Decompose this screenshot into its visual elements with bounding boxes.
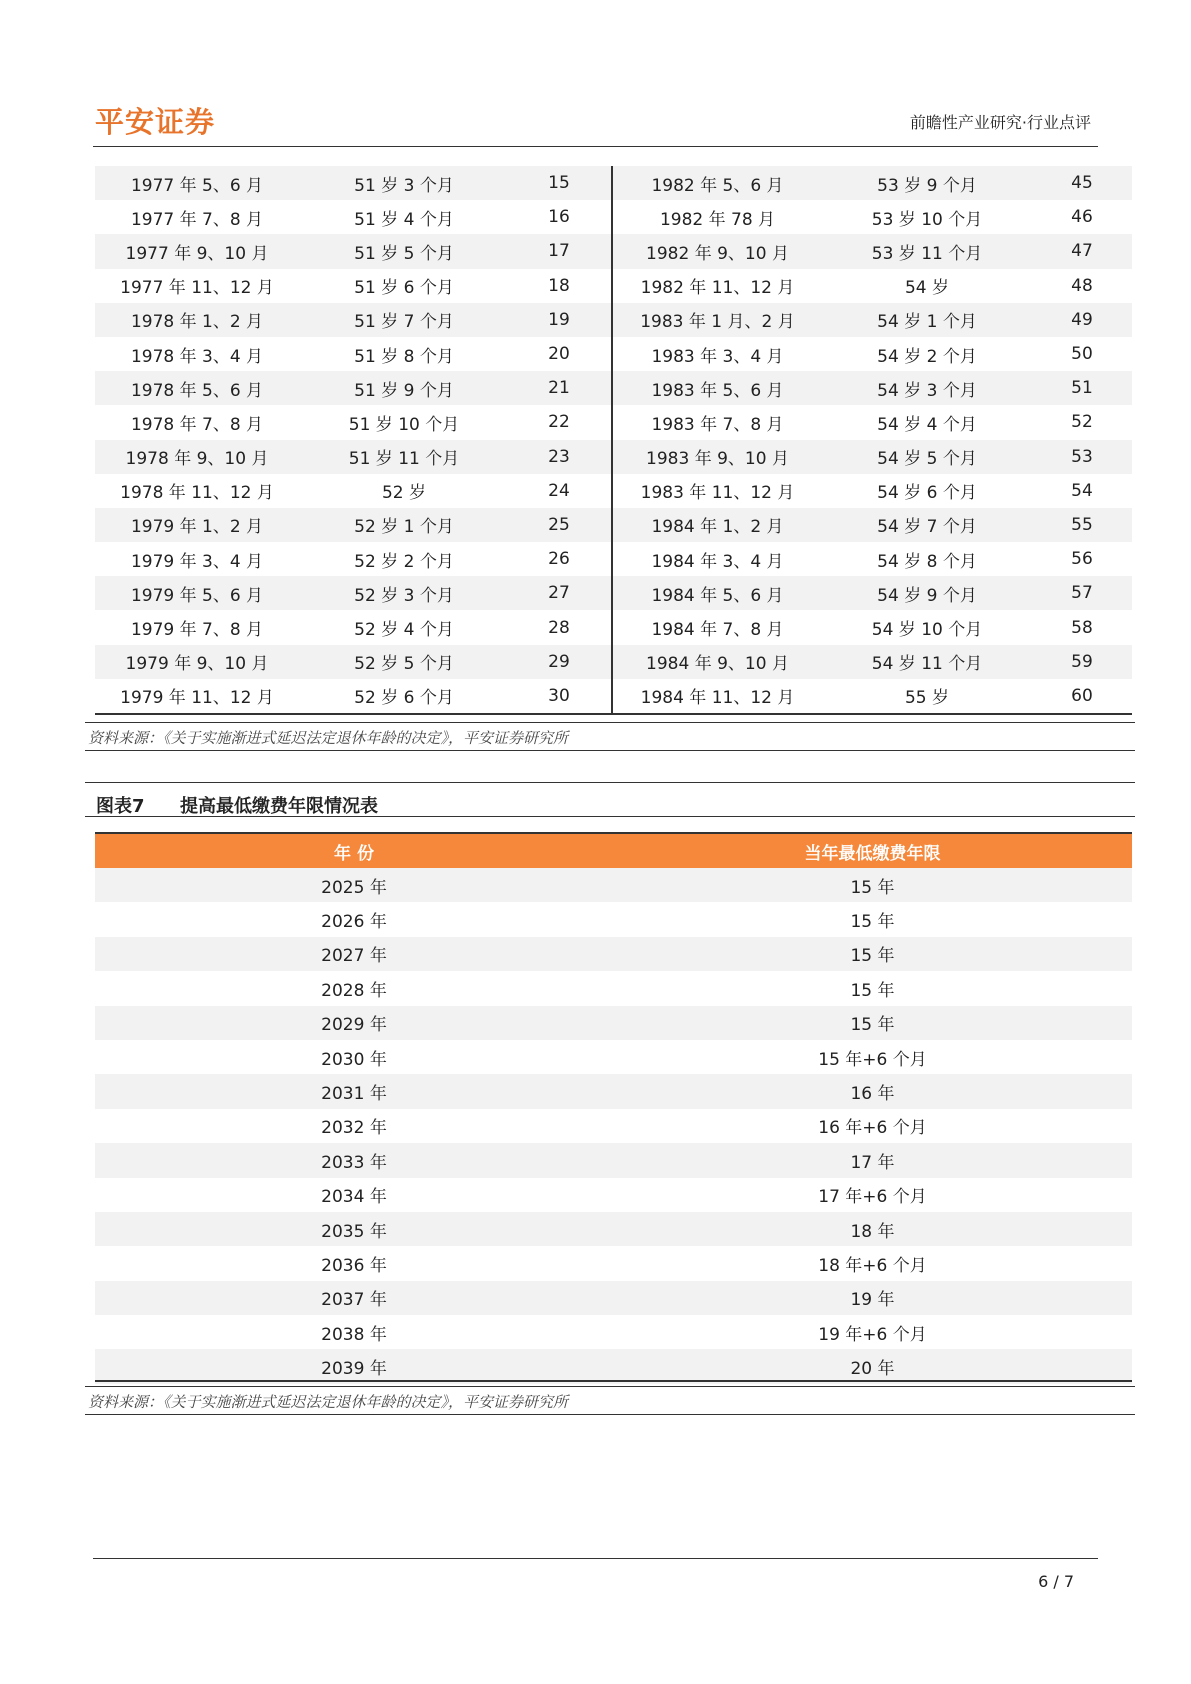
retirement-age: 54 岁 11 个月 (871, 654, 983, 675)
delay-months: 51 (1071, 378, 1093, 399)
figure7-bottom-rule (85, 816, 1135, 817)
retirement-age: 51 岁 5 个月 (354, 243, 454, 264)
delay-months: 53 (1071, 446, 1093, 467)
retirement-age: 54 岁 2 个月 (877, 346, 977, 367)
year-cell: 2039 年 (321, 1359, 387, 1380)
birth-period: 1982 年 11、12 月 (640, 278, 795, 299)
min-years-cell: 15 年 (850, 877, 895, 898)
retirement-age-table-continued (95, 166, 1132, 713)
year-cell: 2035 年 (321, 1221, 387, 1242)
retirement-age: 54 岁 3 个月 (877, 380, 977, 401)
retirement-age: 54 岁 (904, 278, 950, 299)
birth-period: 1983 年 5、6 月 (651, 380, 784, 401)
table-row (95, 610, 1132, 644)
right-half (613, 371, 1132, 405)
delay-months: 29 (548, 651, 570, 672)
table-row (95, 1006, 1132, 1040)
report-category: 前瞻性产业研究·行业点评 (909, 113, 1091, 132)
year-cell: 2029 年 (321, 1015, 387, 1036)
left-half (95, 405, 613, 439)
right-half (613, 508, 1132, 542)
right-half (613, 234, 1132, 268)
table-row (95, 508, 1132, 542)
figure7-caption (96, 792, 378, 818)
birth-period: 1982 年 78 月 (659, 209, 776, 230)
retirement-age: 51 岁 8 个月 (354, 346, 454, 367)
delay-months: 26 (548, 549, 570, 570)
birth-period: 1979 年 1、2 月 (130, 517, 264, 538)
year-cell: 2036 年 (321, 1255, 387, 1276)
retirement-age: 54 岁 10 个月 (871, 620, 983, 641)
table-row (95, 937, 1132, 971)
figure7-top-rule (85, 782, 1135, 783)
right-half (613, 645, 1132, 679)
birth-period: 1979 年 3、4 月 (130, 551, 264, 572)
table-row (95, 337, 1132, 371)
delay-months: 54 (1071, 480, 1093, 501)
left-half (95, 269, 613, 303)
year-cell: 2038 年 (321, 1324, 387, 1345)
left-half (95, 542, 613, 576)
table-row (95, 234, 1132, 268)
retirement-age: 51 岁 3 个月 (354, 175, 454, 196)
birth-period: 1984 年 3、4 月 (651, 551, 784, 572)
min-years-cell: 15 年 (850, 1015, 895, 1036)
retirement-age: 51 岁 6 个月 (354, 278, 454, 299)
table-row (95, 1074, 1132, 1108)
table-row (95, 868, 1132, 902)
table-row (95, 1178, 1132, 1212)
retirement-age: 52 岁 6 个月 (354, 688, 454, 709)
retirement-age: 54 岁 5 个月 (877, 449, 977, 470)
table-row (95, 405, 1132, 439)
delay-months: 19 (548, 309, 570, 330)
year-cell: 2028 年 (321, 980, 387, 1001)
delay-months: 47 (1071, 241, 1093, 262)
table-row (95, 1349, 1132, 1383)
page-number: 6 / 7 (1038, 1572, 1074, 1591)
delay-months: 20 (548, 344, 570, 365)
delay-months: 30 (548, 685, 570, 706)
table-row (95, 679, 1132, 713)
retirement-age: 51 岁 11 个月 (348, 449, 460, 470)
table1-source-note: 资料来源：《关于实施渐进式延迟法定退休年龄的决定》，平安证券研究所 (88, 729, 569, 747)
table-row (95, 200, 1132, 234)
retirement-age: 55 岁 (904, 688, 950, 709)
retirement-age: 53 岁 10 个月 (871, 209, 983, 230)
table-row (95, 576, 1132, 610)
table-row (95, 542, 1132, 576)
retirement-age: 51 岁 4 个月 (354, 209, 454, 230)
delay-months: 55 (1071, 514, 1093, 535)
min-contribution-table (95, 832, 1132, 1384)
birth-period: 1978 年 3、4 月 (130, 346, 264, 367)
delay-months: 21 (548, 378, 570, 399)
left-half (95, 200, 613, 234)
table-row (95, 971, 1132, 1005)
left-half (95, 679, 613, 713)
birth-period: 1978 年 11、12 月 (120, 483, 274, 504)
header-min-years: 当年最低缴费年限 (804, 843, 941, 864)
birth-period: 1979 年 9、10 月 (125, 654, 269, 675)
birth-period: 1983 年 7、8 月 (651, 414, 784, 435)
birth-period: 1983 年 1 月、2 月 (640, 312, 795, 333)
table-row (95, 303, 1132, 337)
retirement-age: 54 岁 6 个月 (877, 483, 977, 504)
birth-period: 1977 年 5、6 月 (130, 175, 264, 196)
right-half (613, 576, 1132, 610)
birth-period: 1984 年 7、8 月 (651, 620, 784, 641)
left-half (95, 371, 613, 405)
table-row (95, 1246, 1132, 1280)
left-half (95, 610, 613, 644)
min-years-cell: 16 年+6 个月 (818, 1118, 927, 1139)
delay-months: 27 (548, 583, 570, 604)
delay-months: 15 (548, 173, 570, 194)
year-cell: 2026 年 (321, 912, 387, 933)
figure7-title: 提高最低缴费年限情况表 (180, 796, 378, 817)
year-cell: 2027 年 (321, 946, 387, 967)
year-cell: 2033 年 (321, 1152, 387, 1173)
birth-period: 1984 年 5、6 月 (651, 585, 784, 606)
min-years-cell: 17 年+6 个月 (818, 1187, 927, 1208)
table-row (95, 1315, 1132, 1349)
retirement-age: 51 岁 10 个月 (348, 414, 460, 435)
delay-months: 28 (548, 617, 570, 638)
retirement-age: 54 岁 1 个月 (877, 312, 977, 333)
source1-top-rule (85, 722, 1135, 723)
birth-period: 1979 年 7、8 月 (130, 620, 264, 641)
delay-months: 58 (1071, 617, 1093, 638)
source2-top-rule (85, 1386, 1135, 1387)
delay-months: 59 (1071, 651, 1093, 672)
table-row (95, 474, 1132, 508)
year-cell: 2031 年 (321, 1084, 387, 1105)
table-row (95, 371, 1132, 405)
min-years-cell: 19 年+6 个月 (818, 1324, 927, 1345)
left-half (95, 337, 613, 371)
delay-months: 60 (1071, 685, 1093, 706)
retirement-age: 53 岁 11 个月 (871, 243, 983, 264)
table-row (95, 1040, 1132, 1074)
table-row (95, 645, 1132, 679)
delay-months: 50 (1071, 344, 1093, 365)
birth-period: 1979 年 11、12 月 (120, 688, 274, 709)
year-cell: 2034 年 (321, 1187, 387, 1208)
retirement-age: 51 岁 9 个月 (354, 380, 454, 401)
min-years-cell: 17 年 (850, 1152, 895, 1173)
birth-period: 1984 年 11、12 月 (640, 688, 795, 709)
company-logo: 平安证券 (95, 105, 216, 139)
right-half (613, 269, 1132, 303)
left-half (95, 576, 613, 610)
retirement-age: 52 岁 1 个月 (354, 517, 454, 538)
table1-bottom-border (95, 713, 1132, 715)
delay-months: 49 (1071, 309, 1093, 330)
min-years-cell: 18 年+6 个月 (818, 1255, 927, 1276)
right-half (613, 679, 1132, 713)
right-half (613, 337, 1132, 371)
table-row (95, 1281, 1132, 1315)
retirement-age: 52 岁 3 个月 (354, 585, 454, 606)
right-half (613, 610, 1132, 644)
delay-months: 17 (548, 241, 570, 262)
right-half (613, 440, 1132, 474)
delay-months: 56 (1071, 549, 1093, 570)
birth-period: 1977 年 7、8 月 (130, 209, 264, 230)
source1-bottom-rule (85, 750, 1135, 751)
delay-months: 46 (1071, 207, 1093, 228)
min-years-cell: 15 年 (850, 980, 895, 1001)
birth-period: 1977 年 9、10 月 (125, 243, 269, 264)
right-half (613, 166, 1132, 200)
left-half (95, 303, 613, 337)
table-row (95, 902, 1132, 936)
year-cell: 2030 年 (321, 1049, 387, 1070)
min-years-cell: 20 年 (850, 1359, 895, 1380)
table-row (95, 1109, 1132, 1143)
retirement-age: 51 岁 7 个月 (354, 312, 454, 333)
right-half (613, 474, 1132, 508)
retirement-age: 52 岁 (381, 483, 427, 504)
min-years-cell: 19 年 (850, 1290, 895, 1311)
footer-divider (93, 1558, 1098, 1559)
delay-months: 24 (548, 480, 570, 501)
delay-months: 25 (548, 514, 570, 535)
retirement-age: 54 岁 8 个月 (877, 551, 977, 572)
birth-period: 1979 年 5、6 月 (130, 585, 264, 606)
retirement-age: 52 岁 4 个月 (354, 620, 454, 641)
birth-period: 1983 年 11、12 月 (640, 483, 795, 504)
birth-period: 1978 年 7、8 月 (130, 414, 264, 435)
birth-period: 1984 年 1、2 月 (651, 517, 784, 538)
min-years-cell: 15 年 (850, 946, 895, 967)
delay-months: 18 (548, 275, 570, 296)
birth-period: 1977 年 11、12 月 (120, 278, 274, 299)
table2-bottom-border (95, 1380, 1132, 1382)
table-row (95, 440, 1132, 474)
delay-months: 57 (1071, 583, 1093, 604)
right-half (613, 200, 1132, 234)
table-row (95, 269, 1132, 303)
table2-source-note: 资料来源：《关于实施渐进式延迟法定退休年龄的决定》，平安证券研究所 (88, 1393, 569, 1411)
delay-months: 23 (548, 446, 570, 467)
birth-period: 1983 年 3、4 月 (651, 346, 784, 367)
left-half (95, 645, 613, 679)
left-half (95, 166, 613, 200)
header-year: 年 份 (334, 843, 374, 864)
birth-period: 1982 年 9、10 月 (646, 243, 789, 264)
header-divider (93, 146, 1098, 147)
figure7-number: 图表7 (96, 796, 145, 817)
year-cell: 2032 年 (321, 1118, 387, 1139)
birth-period: 1978 年 9、10 月 (125, 449, 269, 470)
source2-bottom-rule (85, 1414, 1135, 1415)
delay-months: 16 (548, 207, 570, 228)
birth-period: 1978 年 5、6 月 (130, 380, 264, 401)
retirement-age: 52 岁 5 个月 (354, 654, 454, 675)
delay-months: 48 (1071, 275, 1093, 296)
retirement-age: 54 岁 9 个月 (877, 585, 977, 606)
left-half (95, 234, 613, 268)
retirement-age: 54 岁 7 个月 (877, 517, 977, 538)
delay-months: 22 (548, 412, 570, 433)
table-row (95, 1143, 1132, 1177)
table2-header (95, 832, 1132, 868)
left-half (95, 474, 613, 508)
birth-period: 1984 年 9、10 月 (646, 654, 789, 675)
left-half (95, 440, 613, 474)
delay-months: 45 (1071, 173, 1093, 194)
birth-period: 1983 年 9、10 月 (646, 449, 789, 470)
right-half (613, 542, 1132, 576)
birth-period: 1978 年 1、2 月 (130, 312, 264, 333)
right-half (613, 303, 1132, 337)
retirement-age: 52 岁 2 个月 (354, 551, 454, 572)
table-row (95, 166, 1132, 200)
year-cell: 2025 年 (321, 877, 387, 898)
table-row (95, 1212, 1132, 1246)
year-cell: 2037 年 (321, 1290, 387, 1311)
birth-period: 1982 年 5、6 月 (651, 175, 784, 196)
right-half (613, 405, 1132, 439)
delay-months: 52 (1071, 412, 1093, 433)
min-years-cell: 15 年+6 个月 (818, 1049, 927, 1070)
min-years-cell: 15 年 (850, 912, 895, 933)
retirement-age: 53 岁 9 个月 (877, 175, 977, 196)
min-years-cell: 16 年 (850, 1084, 895, 1105)
min-years-cell: 18 年 (850, 1221, 895, 1242)
left-half (95, 508, 613, 542)
retirement-age: 54 岁 4 个月 (877, 414, 977, 435)
